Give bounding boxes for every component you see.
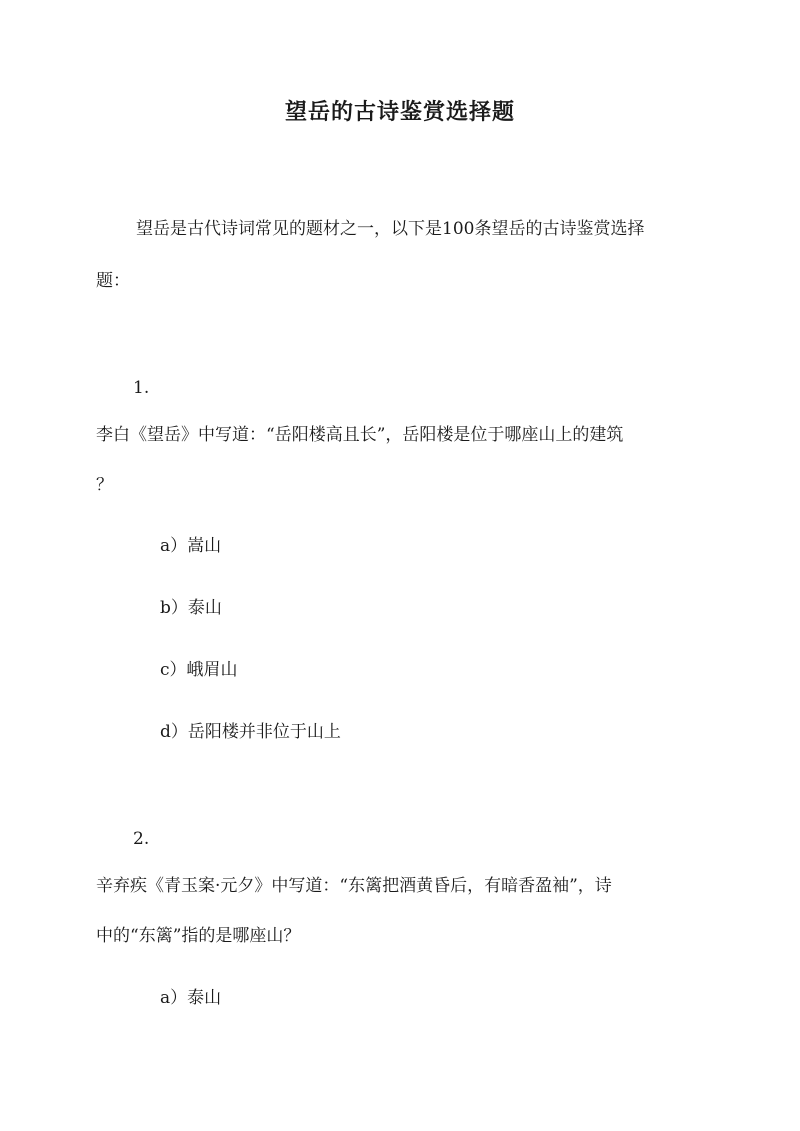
question-2-option-a: a）泰山 [160,988,222,1008]
intro-text-line-1: 望岳是古代诗词常见的题材之一，以下是100条望岳的古诗鉴赏选择 [136,219,645,239]
question-2-number: 2. [133,829,150,849]
question-1-option-d: d）岳阳楼并非位于山上 [160,722,341,742]
intro-text-line-2: 题： [96,271,130,291]
question-1-text-line-2: ？ [96,475,113,495]
question-2-text-line-1: 辛弃疾《青玉案·元夕》中写道：“东篱把酒黄昏后，有暗香盈袖”，诗 [96,876,612,896]
question-1-number: 1. [133,378,150,398]
question-1-option-c: c）峨眉山 [160,660,238,680]
question-1-text-line-1: 李白《望岳》中写道：“岳阳楼高且长”，岳阳楼是位于哪座山上的建筑 [96,425,624,445]
page-title: 望岳的古诗鉴赏选择题 [284,99,515,125]
question-1-option-b: b）泰山 [160,598,222,618]
question-2-text-line-2: 中的“东篱”指的是哪座山？ [96,926,301,946]
question-1-option-a: a）嵩山 [160,536,222,556]
